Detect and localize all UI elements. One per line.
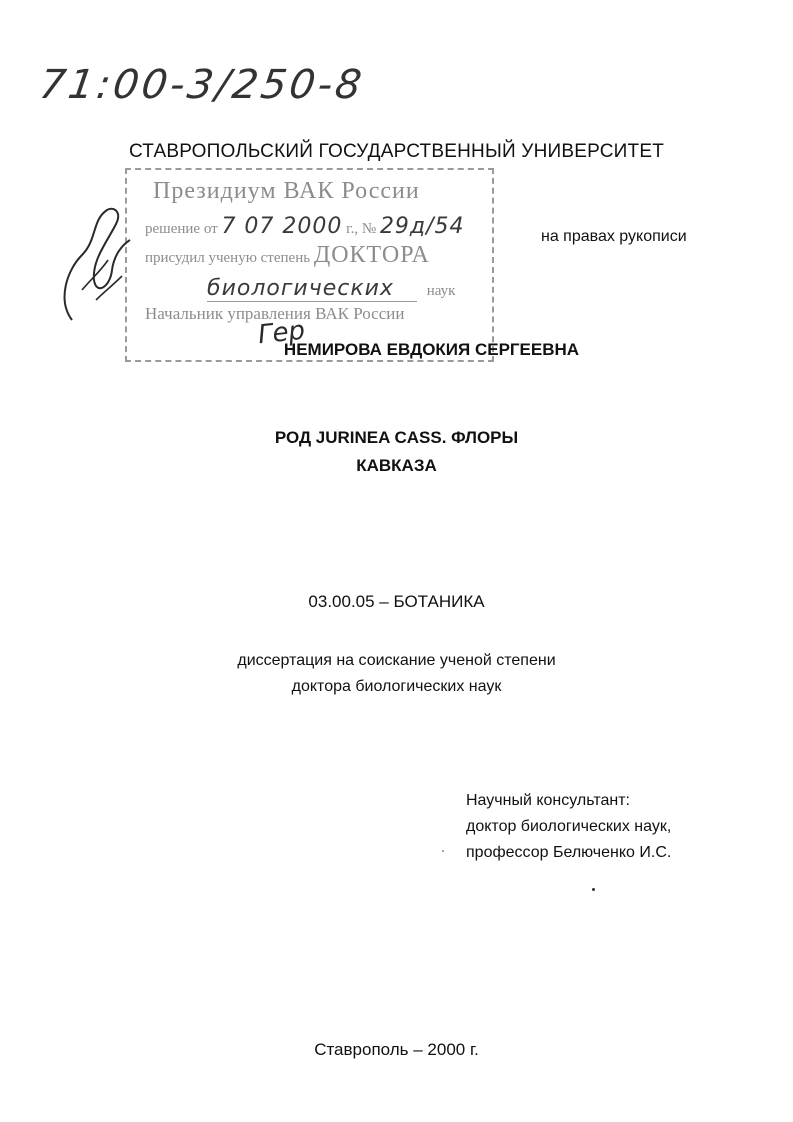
dissertation-title (0, 424, 793, 480)
specialty-code: 03.00.05 – БОТАНИКА (308, 592, 485, 611)
stray-dot (592, 888, 595, 891)
city-year: Ставрополь – 2000 г. (314, 1040, 479, 1059)
degree-line-2: доктора биологических наук (291, 678, 502, 695)
consultant-name: профессор Белюченко И.С. (466, 844, 672, 861)
stamp-decision-line (145, 214, 465, 239)
stamp-science-line (207, 276, 477, 302)
consultant-degree: доктор биологических наук, (466, 818, 672, 835)
title-line-1: РОД JURINEA CASS. ФЛОРЫ (274, 428, 519, 447)
stamp-degree-prefix: присудил ученую степень (145, 250, 311, 266)
scientific-consultant (466, 788, 671, 866)
archive-number: 71:00-3/250-8 (36, 62, 368, 108)
stamp-science-field: биологических (207, 276, 417, 302)
stray-dot (442, 850, 444, 852)
signature-left-icon (52, 200, 142, 330)
stamp-decision-number: 29д/54 (379, 214, 465, 239)
stamp-decision-date: 7 07 2000 (221, 214, 343, 239)
stamp-head-title: Начальник управления ВАК России (145, 304, 405, 323)
stamp-decision-prefix: решение от (145, 221, 218, 237)
stamp-decision-middle: г., № (346, 221, 377, 237)
stamp-degree-line (145, 242, 430, 269)
title-line-2: КАВКАЗА (356, 456, 437, 475)
manuscript-note: на правах рукописи (541, 228, 687, 245)
degree-statement (0, 648, 793, 700)
degree-line-1: диссертация на соискание ученой степени (237, 652, 556, 669)
university-name: СТАВРОПОЛЬСКИЙ ГОСУДАРСТВЕННЫЙ УНИВЕРСИТЕТ (128, 141, 665, 162)
stamp-degree-word: ДОКТОРА (313, 242, 430, 268)
author-name: НЕМИРОВА ЕВДОКИЯ СЕРГЕЕВНА (283, 340, 580, 359)
vak-stamp (125, 168, 494, 362)
consultant-label: Научный консультант: (466, 792, 630, 809)
stamp-title: Президиум ВАК России (153, 178, 420, 204)
stamp-science-suffix: наук (426, 283, 456, 299)
stamp-head-signature: Гер (256, 315, 307, 351)
